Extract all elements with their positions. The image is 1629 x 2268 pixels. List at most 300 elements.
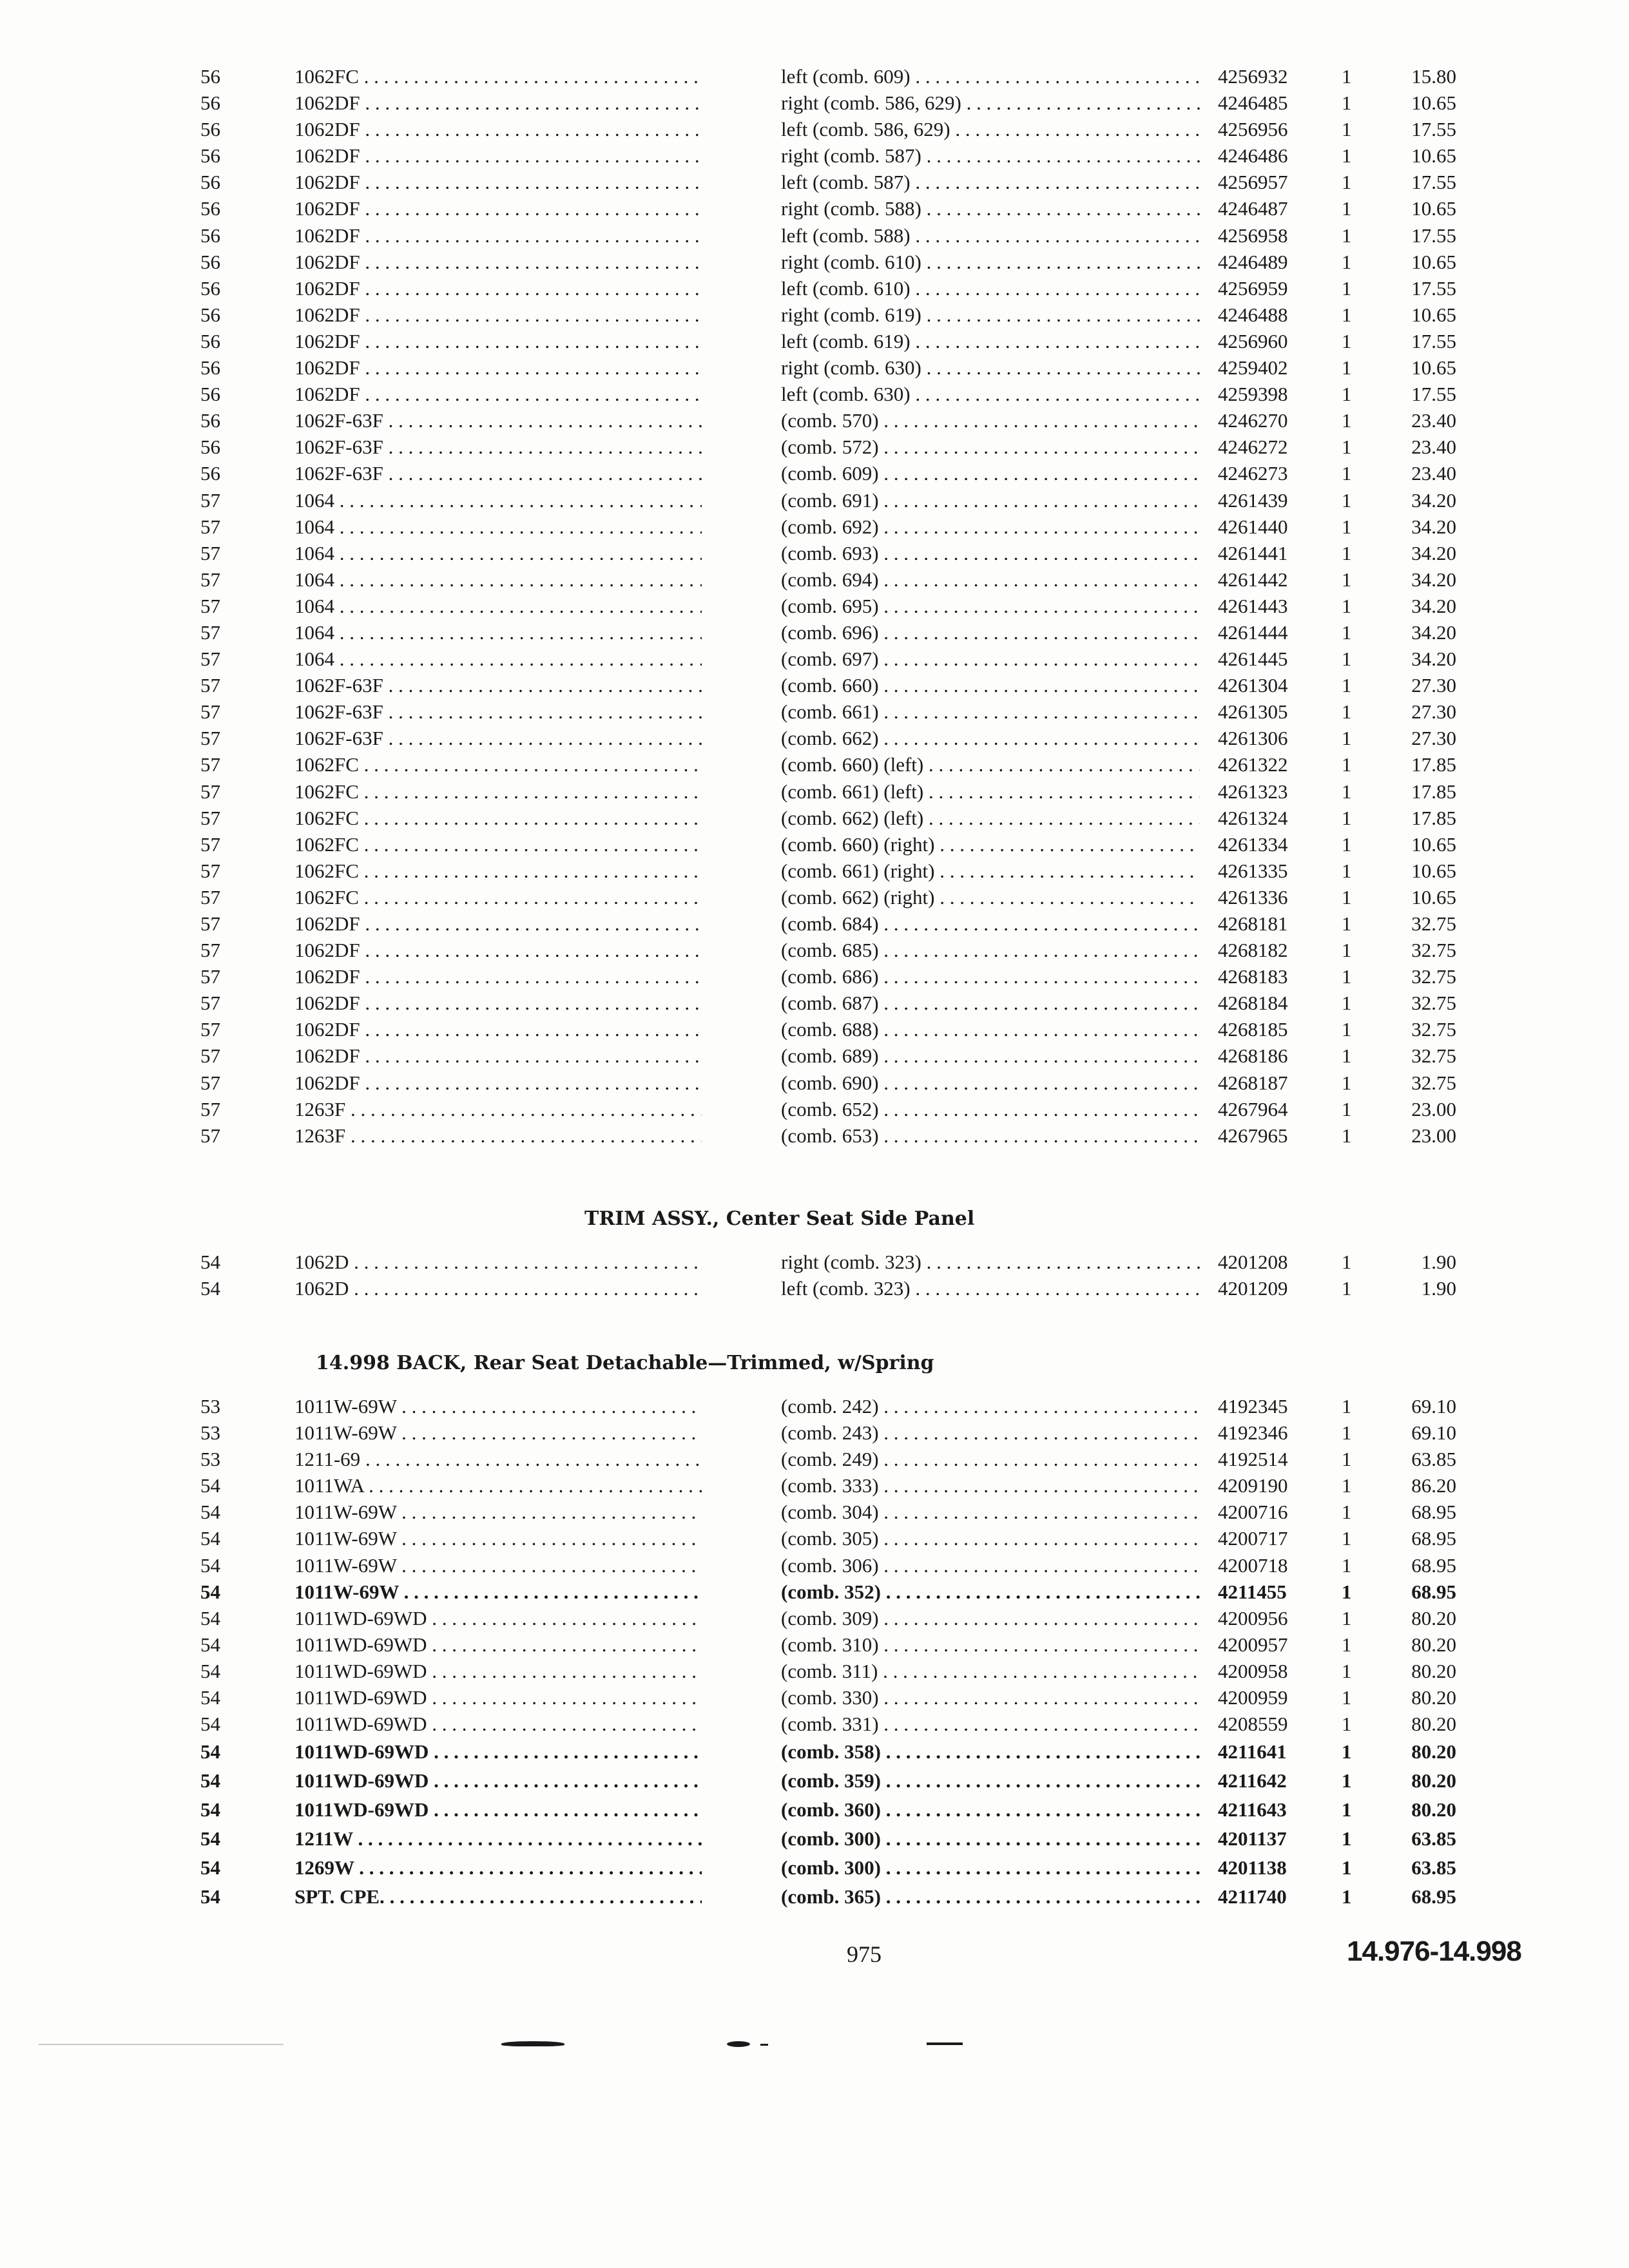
- model-cell: 1062FC . . .: [294, 831, 702, 858]
- model-cell: 1062DF . . .: [294, 937, 702, 963]
- model-cell: 1062DF . . .: [294, 142, 702, 169]
- table-row: [0, 460, 1629, 486]
- part-number-cell: 4261304: [1218, 674, 1288, 697]
- part-number-cell: 4246485: [1218, 91, 1288, 115]
- price-cell: 80.20: [1411, 1659, 1456, 1682]
- price-cell: 68.95: [1411, 1885, 1456, 1908]
- description-cell: (comb. 360) . . .: [781, 1795, 1200, 1824]
- table-row: [0, 275, 1629, 302]
- table-row: [0, 381, 1629, 407]
- model-cell: 1062DF . . .: [294, 222, 702, 249]
- description-cell: (comb. 693) . . .: [781, 540, 1200, 566]
- year-cell: 57: [200, 992, 220, 1015]
- model-cell: 1062FC . . .: [294, 805, 702, 831]
- price-cell: 17.55: [1411, 118, 1456, 141]
- model-cell: 1011WD-69WD . . .: [294, 1711, 702, 1737]
- scan-smudge: [39, 2044, 284, 2045]
- year-cell: 53: [200, 1395, 220, 1418]
- model-cell: 1064 . . .: [294, 566, 702, 593]
- year-cell: 57: [200, 780, 220, 803]
- quantity-cell: 1: [1342, 992, 1352, 1015]
- quantity-cell: 1: [1342, 356, 1352, 380]
- year-cell: 56: [200, 144, 220, 168]
- year-cell: 56: [200, 356, 220, 380]
- model-cell: 1062FC . . .: [294, 778, 702, 805]
- price-cell: 10.65: [1411, 885, 1456, 908]
- quantity-cell: 1: [1342, 250, 1352, 273]
- quantity-cell: 1: [1342, 303, 1352, 326]
- description-cell: right (comb. 323) . . .: [781, 1249, 1200, 1275]
- price-cell: 10.65: [1411, 197, 1456, 220]
- part-number-cell: 4201209: [1218, 1277, 1288, 1300]
- quantity-cell: 1: [1342, 1018, 1352, 1041]
- year-cell: 56: [200, 65, 220, 88]
- parts-table-trim-assy: [0, 1249, 1629, 1302]
- part-number-cell: 4211642: [1218, 1769, 1287, 1792]
- price-cell: 32.75: [1411, 1044, 1456, 1068]
- parts-table-back-rear-seat: [0, 1393, 1629, 1911]
- year-cell: 56: [200, 276, 220, 300]
- description-cell: (comb. 330) . . .: [781, 1684, 1200, 1711]
- description-cell: (comb. 688) . . .: [781, 1016, 1200, 1043]
- quantity-cell: 1: [1342, 1856, 1352, 1879]
- model-cell: 1062DF . . .: [294, 1070, 702, 1096]
- year-cell: 54: [200, 1659, 220, 1682]
- part-number-cell: 4261324: [1218, 806, 1288, 829]
- table-row: [0, 858, 1629, 884]
- model-cell: SPT. CPE. . . .: [294, 1882, 702, 1911]
- price-cell: 23.40: [1411, 409, 1456, 432]
- table-row: [0, 1684, 1629, 1711]
- model-cell: 1011WD-69WD . . .: [294, 1631, 702, 1658]
- price-cell: 80.20: [1411, 1769, 1456, 1792]
- year-cell: 57: [200, 648, 220, 671]
- part-number-cell: 4268182: [1218, 939, 1288, 962]
- price-cell: 10.65: [1411, 859, 1456, 882]
- quantity-cell: 1: [1342, 436, 1352, 459]
- model-cell: 1211W . . .: [294, 1824, 702, 1853]
- year-cell: 57: [200, 885, 220, 908]
- description-cell: (comb. 243) . . .: [781, 1419, 1200, 1446]
- table-row: [0, 514, 1629, 540]
- quantity-cell: 1: [1342, 753, 1352, 776]
- price-cell: 27.30: [1411, 700, 1456, 724]
- description-cell: (comb. 333) . . .: [781, 1472, 1200, 1499]
- table-row: [0, 142, 1629, 169]
- description-cell: (comb. 660) . . .: [781, 672, 1200, 698]
- table-row: [0, 963, 1629, 990]
- price-cell: 10.65: [1411, 303, 1456, 326]
- year-cell: 54: [200, 1713, 220, 1736]
- model-cell: 1062DF . . .: [294, 990, 702, 1016]
- model-cell: 1062DF . . .: [294, 116, 702, 142]
- quantity-cell: 1: [1342, 91, 1352, 115]
- price-cell: 34.20: [1411, 541, 1456, 564]
- part-number-cell: 4261306: [1218, 727, 1288, 750]
- description-cell: (comb. 309) . . .: [781, 1605, 1200, 1631]
- quantity-cell: 1: [1342, 1798, 1352, 1821]
- price-cell: 27.30: [1411, 674, 1456, 697]
- description-cell: (comb. 695) . . .: [781, 593, 1200, 619]
- table-row: [0, 1795, 1629, 1824]
- part-number-cell: 4268184: [1218, 992, 1288, 1015]
- table-row: [0, 116, 1629, 142]
- quantity-cell: 1: [1342, 383, 1352, 406]
- model-cell: 1011WD-69WD . . .: [294, 1605, 702, 1631]
- model-cell: 1062DF . . .: [294, 249, 702, 275]
- part-number-cell: 4192346: [1218, 1421, 1288, 1445]
- part-number-cell: 4200957: [1218, 1633, 1288, 1656]
- price-cell: 68.95: [1411, 1553, 1456, 1577]
- part-number-cell: 4261336: [1218, 885, 1288, 908]
- description-cell: (comb. 306) . . .: [781, 1552, 1200, 1579]
- table-row: [0, 1122, 1629, 1149]
- model-cell: 1011WD-69WD . . .: [294, 1684, 702, 1711]
- table-row: [0, 751, 1629, 778]
- quantity-cell: 1: [1342, 780, 1352, 803]
- quantity-cell: 1: [1342, 541, 1352, 564]
- table-row: [0, 540, 1629, 566]
- year-cell: 57: [200, 965, 220, 988]
- part-number-cell: 4246486: [1218, 144, 1288, 168]
- section-heading-back-rear-seat: 14.998 BACK, Rear Seat Detachable—Trimmed, w/Spring: [316, 1352, 934, 1374]
- part-number-cell: 4259402: [1218, 356, 1288, 380]
- part-number-cell: 4267964: [1218, 1097, 1288, 1120]
- table-row: [0, 249, 1629, 275]
- price-cell: 17.85: [1411, 753, 1456, 776]
- table-row: [0, 566, 1629, 593]
- quantity-cell: 1: [1342, 885, 1352, 908]
- table-row: [0, 1658, 1629, 1684]
- year-cell: 54: [200, 1769, 220, 1792]
- quantity-cell: 1: [1342, 171, 1352, 194]
- description-cell: left (comb. 586, 629) . . .: [781, 116, 1200, 142]
- description-cell: left (comb. 609) . . .: [781, 63, 1200, 90]
- model-cell: 1062DF . . .: [294, 1016, 702, 1043]
- price-cell: 23.00: [1411, 1097, 1456, 1120]
- model-cell: 1269W . . .: [294, 1853, 702, 1882]
- price-cell: 63.85: [1411, 1448, 1456, 1471]
- quantity-cell: 1: [1342, 859, 1352, 882]
- price-cell: 32.75: [1411, 1018, 1456, 1041]
- year-cell: 57: [200, 1124, 220, 1147]
- description-cell: left (comb. 587) . . .: [781, 169, 1200, 195]
- table-row: [0, 354, 1629, 381]
- year-cell: 56: [200, 118, 220, 141]
- quantity-cell: 1: [1342, 806, 1352, 829]
- description-cell: (comb. 305) . . .: [781, 1525, 1200, 1552]
- model-cell: 1064 . . .: [294, 514, 702, 540]
- year-cell: 57: [200, 806, 220, 829]
- description-cell: left (comb. 588) . . .: [781, 222, 1200, 249]
- quantity-cell: 1: [1342, 1277, 1352, 1300]
- year-cell: 57: [200, 727, 220, 750]
- model-cell: 1011WD-69WD . . .: [294, 1658, 702, 1684]
- year-cell: 56: [200, 462, 220, 485]
- description-cell: (comb. 686) . . .: [781, 963, 1200, 990]
- page-number: 975: [847, 1941, 882, 1967]
- description-cell: (comb. 660) (right) . . .: [781, 831, 1200, 858]
- table-row: [0, 1631, 1629, 1658]
- part-number-cell: 4200958: [1218, 1659, 1288, 1682]
- price-cell: 68.95: [1411, 1501, 1456, 1524]
- table-row: [0, 222, 1629, 249]
- part-number-cell: 4256956: [1218, 118, 1288, 141]
- part-number-cell: 4211455: [1218, 1580, 1287, 1603]
- table-row: [0, 910, 1629, 937]
- parts-table-upper: [0, 63, 1629, 1149]
- table-row: [0, 1711, 1629, 1737]
- description-cell: (comb. 690) . . .: [781, 1070, 1200, 1096]
- model-cell: 1011W-69W . . .: [294, 1393, 702, 1419]
- table-row: [0, 1275, 1629, 1302]
- quantity-cell: 1: [1342, 1124, 1352, 1147]
- year-cell: 56: [200, 409, 220, 432]
- model-cell: 1011W-69W . . .: [294, 1525, 702, 1552]
- description-cell: (comb. 660) (left) . . .: [781, 751, 1200, 778]
- part-number-cell: 4261440: [1218, 515, 1288, 538]
- table-row: [0, 1249, 1629, 1275]
- table-row: [0, 407, 1629, 434]
- price-cell: 80.20: [1411, 1798, 1456, 1821]
- part-number-cell: 4246487: [1218, 197, 1288, 220]
- model-cell: 1062F-63F . . .: [294, 725, 702, 751]
- year-cell: 53: [200, 1448, 220, 1471]
- table-row: [0, 195, 1629, 222]
- model-cell: 1062DF . . .: [294, 302, 702, 328]
- model-cell: 1064 . . .: [294, 487, 702, 514]
- part-number-cell: 4200718: [1218, 1553, 1288, 1577]
- quantity-cell: 1: [1342, 118, 1352, 141]
- price-cell: 10.65: [1411, 250, 1456, 273]
- part-number-cell: 4261323: [1218, 780, 1288, 803]
- part-number-cell: 4259398: [1218, 383, 1288, 406]
- model-cell: 1211-69 . . .: [294, 1446, 702, 1472]
- year-cell: 54: [200, 1686, 220, 1709]
- year-cell: 57: [200, 912, 220, 935]
- model-cell: 1062F-63F . . .: [294, 698, 702, 725]
- part-number-cell: 4261322: [1218, 753, 1288, 776]
- price-cell: 10.65: [1411, 356, 1456, 380]
- quantity-cell: 1: [1342, 1474, 1352, 1497]
- model-cell: 1062F-63F . . .: [294, 672, 702, 698]
- year-cell: 57: [200, 859, 220, 882]
- description-cell: right (comb. 610) . . .: [781, 249, 1200, 275]
- model-cell: 1062FC . . .: [294, 63, 702, 90]
- description-cell: (comb. 662) (left) . . .: [781, 805, 1200, 831]
- part-number-cell: 4209190: [1218, 1474, 1288, 1497]
- year-cell: 56: [200, 197, 220, 220]
- quantity-cell: 1: [1342, 1769, 1352, 1792]
- year-cell: 54: [200, 1580, 220, 1603]
- description-cell: left (comb. 323) . . .: [781, 1275, 1200, 1302]
- year-cell: 56: [200, 383, 220, 406]
- quantity-cell: 1: [1342, 1659, 1352, 1682]
- year-cell: 54: [200, 1251, 220, 1273]
- model-cell: 1062F-63F . . .: [294, 460, 702, 486]
- part-number-cell: 4256960: [1218, 329, 1288, 352]
- description-cell: left (comb. 630) . . .: [781, 381, 1200, 407]
- year-cell: 54: [200, 1501, 220, 1524]
- part-number-cell: 4256958: [1218, 224, 1288, 247]
- quantity-cell: 1: [1342, 329, 1352, 352]
- part-number-cell: 4246272: [1218, 436, 1288, 459]
- table-row: [0, 1552, 1629, 1579]
- year-cell: 57: [200, 541, 220, 564]
- quantity-cell: 1: [1342, 1527, 1352, 1550]
- description-cell: (comb. 359) . . .: [781, 1766, 1200, 1795]
- quantity-cell: 1: [1342, 1885, 1352, 1908]
- description-cell: (comb. 570) . . .: [781, 407, 1200, 434]
- part-number-cell: 4211641: [1218, 1740, 1287, 1763]
- quantity-cell: 1: [1342, 1580, 1352, 1603]
- table-row: [0, 1096, 1629, 1122]
- model-cell: 1064 . . .: [294, 593, 702, 619]
- quantity-cell: 1: [1342, 1553, 1352, 1577]
- quantity-cell: 1: [1342, 568, 1352, 591]
- price-cell: 17.55: [1411, 276, 1456, 300]
- model-cell: 1062FC . . .: [294, 751, 702, 778]
- description-cell: (comb. 365) . . .: [781, 1882, 1200, 1911]
- model-cell: 1062DF . . .: [294, 328, 702, 354]
- description-cell: right (comb. 588) . . .: [781, 195, 1200, 222]
- table-row: [0, 778, 1629, 805]
- quantity-cell: 1: [1342, 488, 1352, 512]
- description-cell: (comb. 662) . . .: [781, 725, 1200, 751]
- model-cell: 1062DF . . .: [294, 963, 702, 990]
- description-cell: (comb. 661) (right) . . .: [781, 858, 1200, 884]
- quantity-cell: 1: [1342, 409, 1352, 432]
- year-cell: 56: [200, 329, 220, 352]
- part-number-cell: 4246488: [1218, 303, 1288, 326]
- table-row: [0, 1579, 1629, 1605]
- price-cell: 80.20: [1411, 1686, 1456, 1709]
- model-cell: 1062FC . . .: [294, 858, 702, 884]
- model-cell: 1011WD-69WD . . .: [294, 1795, 702, 1824]
- description-cell: (comb. 331) . . .: [781, 1711, 1200, 1737]
- model-cell: 1062DF . . .: [294, 169, 702, 195]
- model-cell: 1062DF . . .: [294, 910, 702, 937]
- price-cell: 32.75: [1411, 912, 1456, 935]
- description-cell: right (comb. 586, 629) . . .: [781, 90, 1200, 116]
- table-row: [0, 884, 1629, 910]
- quantity-cell: 1: [1342, 1827, 1352, 1850]
- quantity-cell: 1: [1342, 1421, 1352, 1445]
- table-row: [0, 1737, 1629, 1766]
- year-cell: 57: [200, 620, 220, 644]
- table-row: [0, 1525, 1629, 1552]
- scan-smudge: [727, 2041, 750, 2047]
- part-number-cell: 4256957: [1218, 171, 1288, 194]
- part-number-cell: 4211740: [1218, 1885, 1287, 1908]
- table-row: [0, 1016, 1629, 1043]
- price-cell: 34.20: [1411, 648, 1456, 671]
- year-cell: 56: [200, 303, 220, 326]
- part-number-cell: 4201208: [1218, 1251, 1288, 1273]
- model-cell: 1011W-69W . . .: [294, 1499, 702, 1525]
- year-cell: 56: [200, 224, 220, 247]
- model-cell: 1062DF . . .: [294, 354, 702, 381]
- description-cell: (comb. 652) . . .: [781, 1096, 1200, 1122]
- part-number-cell: 4246270: [1218, 409, 1288, 432]
- year-cell: 56: [200, 91, 220, 115]
- table-row: [0, 937, 1629, 963]
- quantity-cell: 1: [1342, 1071, 1352, 1094]
- table-row: [0, 805, 1629, 831]
- year-cell: 54: [200, 1885, 220, 1908]
- table-row: [0, 672, 1629, 698]
- table-row: [0, 698, 1629, 725]
- model-cell: 1062D . . .: [294, 1275, 702, 1302]
- quantity-cell: 1: [1342, 1251, 1352, 1273]
- price-cell: 34.20: [1411, 515, 1456, 538]
- quantity-cell: 1: [1342, 939, 1352, 962]
- table-row: [0, 1853, 1629, 1882]
- price-cell: 32.75: [1411, 939, 1456, 962]
- section-range: 14.976-14.998: [1347, 1936, 1521, 1967]
- scan-smudge: [501, 2041, 564, 2046]
- year-cell: 57: [200, 594, 220, 617]
- quantity-cell: 1: [1342, 1448, 1352, 1471]
- year-cell: 57: [200, 1018, 220, 1041]
- quantity-cell: 1: [1342, 1044, 1352, 1068]
- part-number-cell: 4268181: [1218, 912, 1288, 935]
- year-cell: 54: [200, 1474, 220, 1497]
- model-cell: 1062F-63F . . .: [294, 407, 702, 434]
- price-cell: 10.65: [1411, 91, 1456, 115]
- description-cell: right (comb. 587) . . .: [781, 142, 1200, 169]
- price-cell: 17.55: [1411, 329, 1456, 352]
- price-cell: 23.40: [1411, 436, 1456, 459]
- table-row: [0, 302, 1629, 328]
- price-cell: 68.95: [1411, 1580, 1456, 1603]
- price-cell: 32.75: [1411, 965, 1456, 988]
- quantity-cell: 1: [1342, 594, 1352, 617]
- model-cell: 1062FC . . .: [294, 884, 702, 910]
- model-cell: 1062F-63F . . .: [294, 434, 702, 460]
- year-cell: 54: [200, 1633, 220, 1656]
- model-cell: 1064 . . .: [294, 619, 702, 646]
- price-cell: 69.10: [1411, 1421, 1456, 1445]
- quantity-cell: 1: [1342, 515, 1352, 538]
- description-cell: (comb. 661) . . .: [781, 698, 1200, 725]
- quantity-cell: 1: [1342, 727, 1352, 750]
- model-cell: 1011W-69W . . .: [294, 1419, 702, 1446]
- part-number-cell: 4200956: [1218, 1606, 1288, 1629]
- part-number-cell: 4208559: [1218, 1713, 1288, 1736]
- table-row: [0, 1605, 1629, 1631]
- part-number-cell: 4261439: [1218, 488, 1288, 512]
- part-number-cell: 4261334: [1218, 832, 1288, 856]
- price-cell: 32.75: [1411, 992, 1456, 1015]
- model-cell: 1011W-69W . . .: [294, 1552, 702, 1579]
- price-cell: 17.55: [1411, 224, 1456, 247]
- part-number-cell: 4261444: [1218, 620, 1288, 644]
- part-number-cell: 4246489: [1218, 250, 1288, 273]
- description-cell: (comb. 352) . . .: [781, 1579, 1200, 1605]
- quantity-cell: 1: [1342, 1713, 1352, 1736]
- part-number-cell: 4261442: [1218, 568, 1288, 591]
- model-cell: 1263F . . .: [294, 1122, 702, 1149]
- quantity-cell: 1: [1342, 1740, 1352, 1763]
- section-heading-trim-assy: TRIM ASSY., Center Seat Side Panel: [584, 1207, 975, 1230]
- table-row: [0, 487, 1629, 514]
- year-cell: 54: [200, 1553, 220, 1577]
- year-cell: 57: [200, 1044, 220, 1068]
- model-cell: 1062DF . . .: [294, 1043, 702, 1069]
- part-number-cell: 4211643: [1218, 1798, 1287, 1821]
- part-number-cell: 4256932: [1218, 65, 1288, 88]
